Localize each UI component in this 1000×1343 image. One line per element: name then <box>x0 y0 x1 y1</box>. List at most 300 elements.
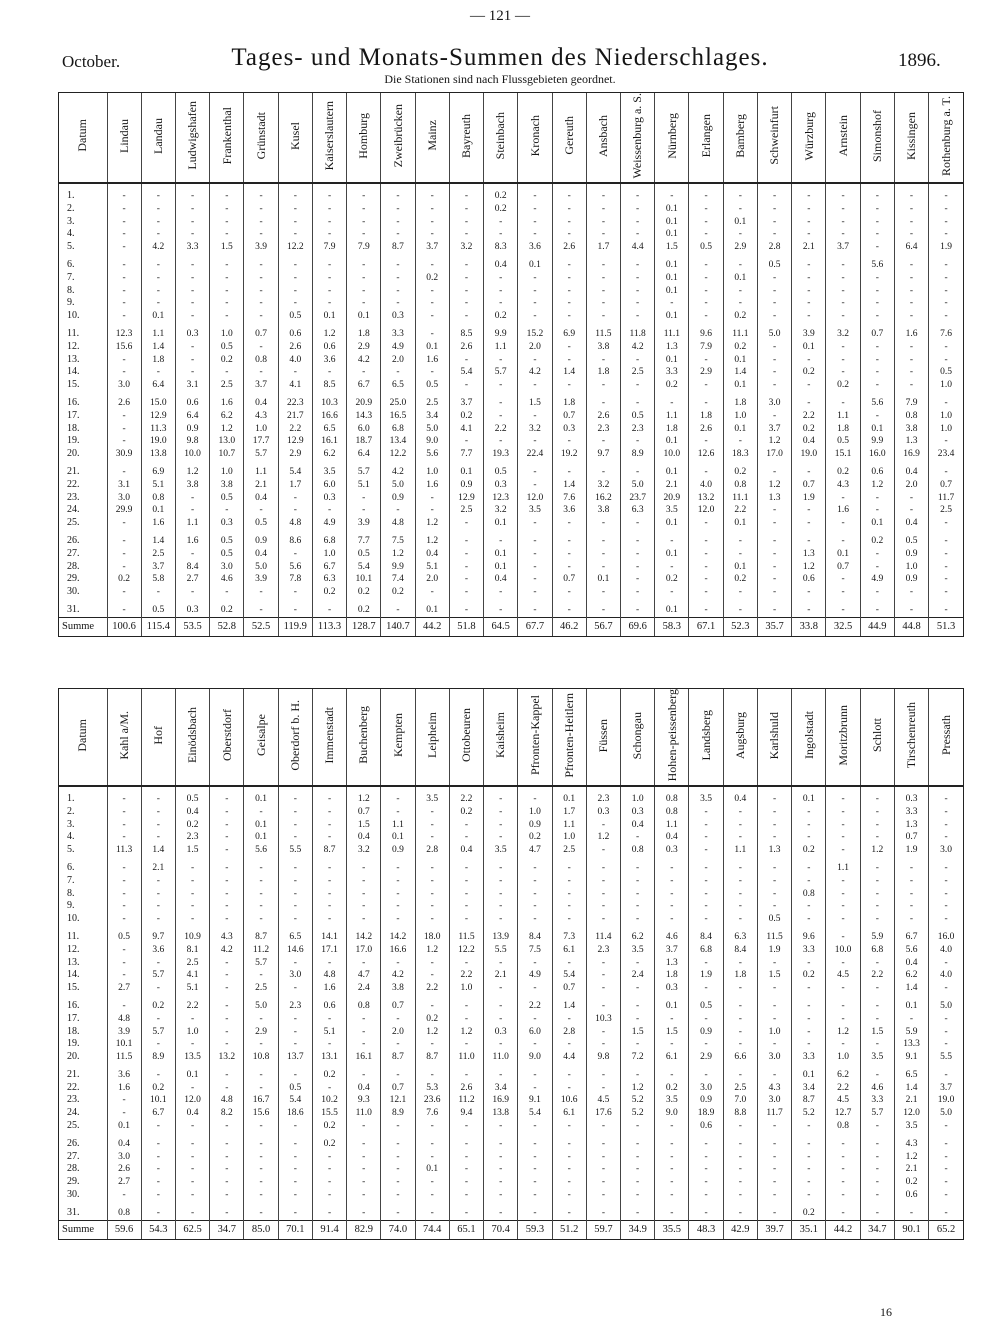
value-cell: - <box>689 548 723 561</box>
value-cell: 3.9 <box>107 1026 141 1039</box>
value-cell: - <box>415 203 449 216</box>
value-cell: 0.8 <box>244 354 278 367</box>
table-row <box>59 1026 963 1039</box>
value-cell: - <box>107 228 141 241</box>
value-cell: - <box>792 1026 826 1039</box>
table-row <box>59 366 963 379</box>
value-cell: - <box>757 1069 791 1082</box>
value-cell: - <box>518 913 552 926</box>
value-cell: - <box>655 1163 689 1176</box>
value-cell: - <box>278 957 312 970</box>
value-cell: - <box>210 1120 244 1133</box>
value-cell: - <box>244 1151 278 1164</box>
value-cell: - <box>689 1013 723 1026</box>
table-row <box>59 1176 963 1189</box>
column-header-date <box>59 93 107 183</box>
value-cell: - <box>552 604 586 617</box>
value-cell: - <box>826 573 860 586</box>
station-name: Füssen <box>596 718 611 752</box>
value-cell: 22.3 <box>278 397 312 410</box>
sum-cell: 56.7 <box>586 617 620 636</box>
value-cell: - <box>484 435 518 448</box>
value-cell: 0.1 <box>415 341 449 354</box>
value-cell: - <box>244 1207 278 1220</box>
value-cell: 4.2 <box>141 241 175 254</box>
value-cell: - <box>381 1038 415 1051</box>
value-cell: - <box>826 1163 860 1176</box>
table-row <box>59 548 963 561</box>
value-cell: - <box>621 604 655 617</box>
value-cell: 3.0 <box>210 561 244 574</box>
value-cell: 1.0 <box>940 410 952 421</box>
value-cell: 8.6 <box>278 535 312 548</box>
value-cell: 0.4 <box>894 517 928 530</box>
value-cell: - <box>689 1163 723 1176</box>
value-cell: - <box>449 888 483 901</box>
value-cell: - <box>689 216 723 229</box>
value-cell: 2.8 <box>757 241 791 254</box>
value-cell: - <box>141 1163 175 1176</box>
value-cell: 16.7 <box>244 1094 278 1107</box>
value-cell: 25.0 <box>381 397 415 410</box>
value-cell: 12.2 <box>449 944 483 957</box>
value-cell: - <box>107 203 141 216</box>
value-cell: - <box>792 297 826 310</box>
value-cell: - <box>586 888 620 901</box>
value-cell: 0.7 <box>381 1082 415 1095</box>
value-cell: - <box>723 1120 757 1133</box>
value-cell: 0.2 <box>312 1138 346 1151</box>
value-cell: - <box>944 517 948 528</box>
value-cell: 0.2 <box>826 379 860 392</box>
value-cell: - <box>552 1151 586 1164</box>
spacer-cell <box>484 786 518 793</box>
value-cell: - <box>484 1138 518 1151</box>
table-row <box>59 806 963 819</box>
value-cell: - <box>826 1176 860 1189</box>
table-row <box>59 466 963 479</box>
value-cell: - <box>381 1138 415 1151</box>
value-cell: 4.3 <box>244 410 278 423</box>
value-cell: 0.2 <box>723 310 757 323</box>
value-cell: - <box>586 535 620 548</box>
value-cell: - <box>552 1082 586 1095</box>
value-cell: - <box>826 1000 860 1013</box>
value-cell: 6.3 <box>312 573 346 586</box>
value-cell: 4.9 <box>312 517 346 530</box>
value-cell: 3.5 <box>860 1051 894 1064</box>
value-cell: - <box>757 216 791 229</box>
value-cell: 6.7 <box>894 931 928 944</box>
value-cell: - <box>826 190 860 203</box>
value-cell: - <box>586 586 620 599</box>
value-cell: 4.5 <box>826 969 860 982</box>
value-cell: 0.5 <box>107 931 141 944</box>
value-cell: - <box>278 831 312 844</box>
value-cell: - <box>449 561 483 574</box>
value-cell: 3.8 <box>894 423 928 436</box>
value-cell: - <box>175 1120 209 1133</box>
column-header-station <box>415 689 449 786</box>
value-cell: - <box>860 366 894 379</box>
value-cell: - <box>586 1000 620 1013</box>
value-cell: - <box>586 379 620 392</box>
value-cell: - <box>723 1069 757 1082</box>
table-row <box>59 479 963 492</box>
table-row <box>59 1189 963 1202</box>
value-cell: - <box>518 1069 552 1082</box>
value-cell: 0.1 <box>723 517 757 530</box>
value-cell: - <box>449 379 483 392</box>
value-cell: 7.4 <box>381 573 415 586</box>
value-cell: 1.0 <box>312 548 346 561</box>
value-cell: - <box>518 1082 552 1095</box>
sum-label: Summe <box>59 1220 107 1239</box>
column-header-station <box>312 93 346 183</box>
column-header-station <box>792 93 826 183</box>
value-cell: - <box>175 1207 209 1220</box>
value-cell: - <box>552 913 586 926</box>
value-cell: - <box>757 504 791 517</box>
value-cell: - <box>415 504 449 517</box>
value-cell: 0.1 <box>655 604 689 617</box>
value-cell: - <box>552 1069 586 1082</box>
value-cell: - <box>107 517 141 530</box>
value-cell: 6.1 <box>552 944 586 957</box>
value-cell: - <box>141 190 175 203</box>
value-cell: 8.4 <box>689 931 723 944</box>
sum-cell: 32.5 <box>826 617 860 636</box>
value-cell: 4.9 <box>518 969 552 982</box>
value-cell: 0.3 <box>381 310 415 323</box>
station-name: Kaisheim <box>493 712 508 759</box>
value-cell: - <box>312 216 346 229</box>
value-cell: 1.8 <box>689 410 723 423</box>
value-cell: 5.0 <box>244 1000 278 1013</box>
value-cell: - <box>107 410 141 423</box>
value-cell: 6.5 <box>278 931 312 944</box>
value-cell: 2.4 <box>621 969 655 982</box>
value-cell: - <box>621 228 655 241</box>
value-cell: 4.3 <box>210 931 244 944</box>
value-cell: - <box>792 1038 826 1051</box>
value-cell: 0.2 <box>518 831 552 844</box>
value-cell: - <box>415 297 449 310</box>
value-cell: - <box>518 573 552 586</box>
value-cell: 6.3 <box>621 504 655 517</box>
value-cell: - <box>792 228 826 241</box>
sum-cell: 113.3 <box>312 617 346 636</box>
value-cell: 20.9 <box>347 397 381 410</box>
precipitation-table-lower <box>58 688 964 1240</box>
value-cell: 0.2 <box>449 806 483 819</box>
footer-number: 16 <box>880 1305 892 1319</box>
value-cell: - <box>381 888 415 901</box>
value-cell: 0.4 <box>621 819 655 832</box>
value-cell: - <box>210 504 244 517</box>
value-cell: 0.1 <box>107 1120 141 1133</box>
spacer-cell <box>757 786 791 793</box>
value-cell: - <box>944 1070 948 1081</box>
value-cell: 0.2 <box>381 586 415 599</box>
column-header-station <box>689 689 723 786</box>
value-cell: - <box>723 982 757 995</box>
value-cell: 19.3 <box>484 448 518 461</box>
table-row <box>59 1163 963 1176</box>
value-cell: 14.2 <box>381 931 415 944</box>
value-cell: - <box>312 203 346 216</box>
value-cell: - <box>586 982 620 995</box>
spacer-cell <box>860 786 894 793</box>
value-cell: 4.2 <box>621 341 655 354</box>
value-cell: - <box>586 228 620 241</box>
value-cell: - <box>244 504 278 517</box>
value-cell: - <box>944 605 948 616</box>
value-cell: - <box>415 328 449 341</box>
value-cell: 1.5 <box>518 397 552 410</box>
value-cell: - <box>552 190 586 203</box>
value-cell: 21.7 <box>278 410 312 423</box>
value-cell: - <box>894 272 928 285</box>
value-cell: - <box>689 573 723 586</box>
value-cell: 3.0 <box>107 492 141 505</box>
value-cell: - <box>860 561 894 574</box>
value-cell: - <box>621 1189 655 1202</box>
value-cell: - <box>552 1138 586 1151</box>
spacer-cell <box>175 183 209 190</box>
value-cell: - <box>944 1164 948 1175</box>
value-cell: 4.2 <box>347 354 381 367</box>
sum-cell: 35.7 <box>757 617 791 636</box>
column-header-station <box>860 689 894 786</box>
value-cell: - <box>723 1138 757 1151</box>
value-cell: - <box>757 1013 791 1026</box>
value-cell: - <box>175 190 209 203</box>
value-cell: 2.9 <box>723 241 757 254</box>
value-cell: - <box>518 957 552 970</box>
table-row <box>59 410 963 423</box>
value-cell: - <box>757 203 791 216</box>
value-cell: 0.2 <box>415 272 449 285</box>
sum-cell: 65.2 <box>929 1220 963 1239</box>
value-cell: 0.7 <box>552 410 586 423</box>
value-cell: - <box>175 504 209 517</box>
value-cell: - <box>415 310 449 323</box>
value-cell: - <box>792 203 826 216</box>
value-cell: 2.0 <box>381 354 415 367</box>
value-cell: - <box>175 586 209 599</box>
day-cell: 7. <box>59 272 107 285</box>
value-cell: 0.2 <box>655 573 689 586</box>
value-cell: 5.2 <box>792 1107 826 1120</box>
value-cell: - <box>860 504 894 517</box>
value-cell: 16.1 <box>347 1051 381 1064</box>
value-cell: 1.2 <box>860 479 894 492</box>
value-cell: - <box>449 1120 483 1133</box>
value-cell: 0.1 <box>244 819 278 832</box>
value-cell: 3.2 <box>347 844 381 857</box>
value-cell: - <box>415 831 449 844</box>
value-cell: - <box>449 535 483 548</box>
value-cell: - <box>141 228 175 241</box>
value-cell: - <box>107 285 141 298</box>
value-cell: - <box>210 272 244 285</box>
value-cell: - <box>826 831 860 844</box>
value-cell: - <box>944 863 948 874</box>
value-cell: 10.1 <box>347 573 381 586</box>
value-cell: 0.8 <box>826 1120 860 1133</box>
sum-cell: 44.2 <box>826 1220 860 1239</box>
value-cell: - <box>689 1207 723 1220</box>
value-cell: - <box>621 1151 655 1164</box>
value-cell: 0.2 <box>175 819 209 832</box>
station-name: Buchenberg <box>356 706 371 765</box>
day-cell: 27. <box>59 1151 107 1164</box>
day-cell: 8. <box>59 285 107 298</box>
value-cell: - <box>655 1207 689 1220</box>
value-cell: 2.3 <box>586 423 620 436</box>
value-cell: 3.0 <box>107 379 141 392</box>
value-cell: - <box>381 259 415 272</box>
value-cell: 1.0 <box>723 410 757 423</box>
value-cell: - <box>210 228 244 241</box>
value-cell: - <box>586 1189 620 1202</box>
value-cell: 1.2 <box>415 944 449 957</box>
value-cell: - <box>860 548 894 561</box>
value-cell: - <box>860 1189 894 1202</box>
value-cell: 0.2 <box>792 366 826 379</box>
station-name: Ansbach <box>596 114 611 157</box>
value-cell: - <box>278 819 312 832</box>
sum-cell: 42.9 <box>723 1220 757 1239</box>
value-cell: 1.0 <box>826 1051 860 1064</box>
spacer-cell <box>244 786 278 793</box>
value-cell: - <box>655 1013 689 1026</box>
value-cell: 3.3 <box>175 241 209 254</box>
value-cell: - <box>347 272 381 285</box>
value-cell: 1.2 <box>449 1026 483 1039</box>
day-cell: 16. <box>59 1000 107 1013</box>
value-cell: - <box>894 297 928 310</box>
precipitation-table-upper <box>58 92 964 637</box>
value-cell: - <box>826 900 860 913</box>
spacer-cell <box>141 786 175 793</box>
value-cell: - <box>210 297 244 310</box>
table-row <box>59 228 963 241</box>
value-cell: 6.9 <box>141 466 175 479</box>
value-cell: 1.8 <box>723 397 757 410</box>
value-cell: - <box>484 586 518 599</box>
spacer-row <box>59 183 963 190</box>
value-cell: - <box>552 1176 586 1189</box>
value-cell: 4.9 <box>860 573 894 586</box>
value-cell: - <box>141 366 175 379</box>
value-cell: - <box>381 203 415 216</box>
value-cell: - <box>552 888 586 901</box>
sum-cell: 90.1 <box>894 1220 928 1239</box>
spacer-cell <box>210 183 244 190</box>
value-cell: - <box>689 259 723 272</box>
table-row <box>59 535 963 548</box>
value-cell: - <box>244 190 278 203</box>
value-cell: - <box>312 806 346 819</box>
value-cell: 2.9 <box>244 1026 278 1039</box>
spacer-cell <box>723 183 757 190</box>
value-cell: - <box>689 1176 723 1189</box>
sum-row <box>59 1220 963 1239</box>
value-cell: - <box>141 957 175 970</box>
value-cell: - <box>944 467 948 478</box>
value-cell: 0.5 <box>894 535 928 548</box>
spacer-cell <box>347 786 381 793</box>
sum-cell: 58.3 <box>655 617 689 636</box>
value-cell: - <box>792 1176 826 1189</box>
value-cell: 5.6 <box>244 844 278 857</box>
value-cell: - <box>792 1120 826 1133</box>
value-cell: 1.0 <box>940 423 952 434</box>
value-cell: - <box>826 1013 860 1026</box>
value-cell: 11.3 <box>141 423 175 436</box>
column-header-station <box>552 93 586 183</box>
value-cell: - <box>894 216 928 229</box>
spacer-cell <box>312 183 346 190</box>
value-cell: - <box>347 1013 381 1026</box>
column-header-label: Datum <box>75 119 90 153</box>
value-cell: - <box>415 969 449 982</box>
table-row <box>59 561 963 574</box>
value-cell: 6.4 <box>347 448 381 461</box>
value-cell: - <box>175 1189 209 1202</box>
value-cell: - <box>689 604 723 617</box>
value-cell: 0.9 <box>175 423 209 436</box>
value-cell: 1.3 <box>655 341 689 354</box>
value-cell: - <box>347 862 381 875</box>
value-cell: 0.5 <box>826 435 860 448</box>
value-cell: 0.1 <box>586 573 620 586</box>
value-cell: 5.6 <box>278 561 312 574</box>
value-cell: - <box>312 875 346 888</box>
value-cell: 6.2 <box>621 931 655 944</box>
spacer-cell <box>860 183 894 190</box>
value-cell: 3.0 <box>689 1082 723 1095</box>
value-cell: - <box>552 466 586 479</box>
value-cell: 4.7 <box>347 969 381 982</box>
value-cell: - <box>723 900 757 913</box>
value-cell: - <box>347 875 381 888</box>
value-cell: - <box>723 1000 757 1013</box>
value-cell: 1.3 <box>655 957 689 970</box>
value-cell: 11.7 <box>757 1107 791 1120</box>
value-cell: 3.5 <box>415 793 449 806</box>
day-cell: 23. <box>59 492 107 505</box>
value-cell: - <box>107 366 141 379</box>
value-cell: 5.4 <box>347 561 381 574</box>
spacer-cell <box>689 786 723 793</box>
value-cell: 1.6 <box>141 517 175 530</box>
value-cell: - <box>723 259 757 272</box>
sum-cell: 44.2 <box>415 617 449 636</box>
value-cell: - <box>312 297 346 310</box>
value-cell: - <box>757 806 791 819</box>
value-cell: 8.7 <box>244 931 278 944</box>
value-cell: - <box>518 1189 552 1202</box>
value-cell: 0.5 <box>141 604 175 617</box>
value-cell: - <box>826 1151 860 1164</box>
table-row <box>59 1120 963 1133</box>
value-cell: 2.3 <box>278 1000 312 1013</box>
value-cell: 0.5 <box>415 379 449 392</box>
value-cell: 3.2 <box>826 328 860 341</box>
